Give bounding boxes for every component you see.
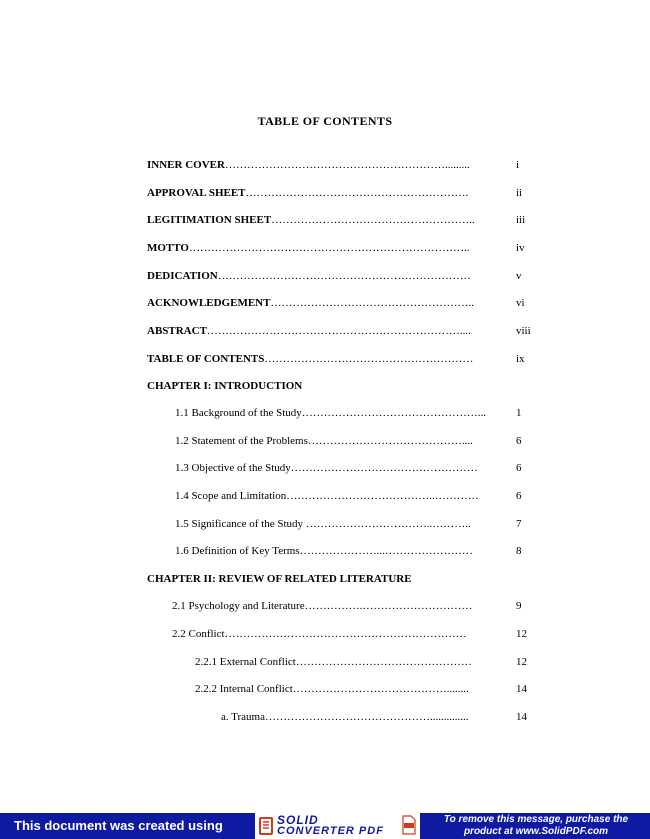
toc-entry bbox=[172, 598, 502, 614]
toc-entry-title: 1.4 Scope and Limitation bbox=[175, 490, 287, 502]
toc-entry bbox=[147, 268, 500, 284]
logo-text-converter: CONVERTER PDF bbox=[277, 825, 384, 837]
toc-page-number: iii bbox=[516, 214, 526, 226]
toc-entry bbox=[147, 212, 503, 228]
toc-page-number: 9 bbox=[516, 600, 522, 612]
toc-leader-dots: ………………………………………………………………….. bbox=[188, 242, 470, 254]
toc-leader-dots: …………………………………..………… bbox=[286, 490, 479, 502]
toc-leader-dots: …………….………………………… bbox=[304, 600, 473, 612]
toc-entry-title: ABSTRACT bbox=[147, 325, 207, 337]
toc-leader-dots: ………………………………………………………… bbox=[224, 628, 467, 640]
toc-entry bbox=[147, 323, 500, 339]
toc-leader-dots: …………………………………….... bbox=[307, 435, 473, 447]
toc-leader-dots: …………………………………………… bbox=[290, 462, 478, 474]
solid-converter-logo[interactable] bbox=[255, 813, 420, 839]
toc-page-number: 14 bbox=[516, 711, 527, 723]
toc-leader-dots: …………………………………………... bbox=[301, 407, 487, 419]
toc-leader-dots: …………………...…………………… bbox=[299, 545, 473, 557]
toc-page-number: 1 bbox=[516, 407, 522, 419]
banner-right-text-2 bbox=[426, 826, 646, 837]
toc-entry-title: 1.3 Objective of the Study bbox=[175, 462, 291, 474]
toc-entry-title: LEGITIMATION SHEET bbox=[147, 214, 272, 226]
toc-leader-dots: ………………………………………… bbox=[295, 656, 472, 668]
toc-page-number: ix bbox=[516, 353, 525, 365]
toc-entry-title: MOTTO bbox=[147, 242, 189, 254]
toc-entry bbox=[195, 681, 501, 697]
toc-entry bbox=[175, 488, 504, 504]
toc-leader-dots: …………………………………………………………… bbox=[217, 270, 471, 282]
toc-entry-title: 2.2.1 External Conflict bbox=[195, 656, 296, 668]
toc-entry-title: 2.2.2 Internal Conflict bbox=[195, 683, 293, 695]
toc-entry bbox=[221, 709, 501, 725]
toc-entry-title: CHAPTER I: INTRODUCTION bbox=[147, 380, 303, 392]
toc-entry-title: 1.1 Background of the Study bbox=[175, 407, 302, 419]
page-title: TABLE OF CONTENTS bbox=[257, 114, 393, 128]
toc-entry bbox=[147, 351, 503, 367]
toc-page-number: v bbox=[516, 270, 522, 282]
banner-left-text: This document was created using bbox=[14, 818, 223, 833]
banner-right-text-1: To remove this message, purchase the bbox=[443, 814, 629, 825]
toc-entry bbox=[147, 571, 477, 587]
toc-leader-dots: ……………………………………………………. bbox=[245, 187, 469, 199]
toc-entry bbox=[172, 626, 497, 642]
toc-page-number: i bbox=[516, 159, 520, 171]
toc-entry-title: 2.1 Psychology and Literature bbox=[172, 600, 305, 612]
toc-leader-dots: ……………………………………………….. bbox=[270, 297, 474, 309]
toc-page-number: ii bbox=[516, 187, 523, 199]
toc-entry bbox=[175, 405, 504, 421]
toc-page-number: 6 bbox=[516, 435, 522, 447]
toc-entry-title: DEDICATION bbox=[147, 270, 218, 282]
toc-entry bbox=[147, 240, 499, 256]
toc-page-number: 6 bbox=[516, 490, 522, 502]
toc-entry-title: 1.2 Statement of the Problems bbox=[175, 435, 308, 447]
toc-entry-title: APPROVAL SHEET bbox=[147, 187, 246, 199]
toc-entry-title: TABLE OF CONTENTS bbox=[147, 353, 265, 365]
toc-entry bbox=[147, 295, 502, 311]
toc-entry bbox=[147, 378, 467, 394]
toc-leader-dots: ……………………………………........ bbox=[292, 683, 469, 695]
toc-entry-title: 1.5 Significance of the Study bbox=[175, 518, 306, 530]
logo-text-solid: SOLID bbox=[277, 813, 319, 827]
toc-page-number: 7 bbox=[516, 518, 522, 530]
toc-page-number: 14 bbox=[516, 683, 527, 695]
banner-right-prefix: product at bbox=[463, 826, 516, 837]
toc-page-number: 6 bbox=[516, 462, 522, 474]
toc-entry-title: 2.2 Conflict bbox=[172, 628, 225, 640]
toc-entry-title: ACKNOWLEDGEMENT bbox=[147, 297, 271, 309]
toc-page-number: 12 bbox=[516, 656, 527, 668]
toc-leader-dots: …………………………………………………………….... bbox=[206, 325, 471, 337]
toc-page-number: iv bbox=[516, 242, 525, 254]
solidpdf-link[interactable]: www.SolidPDF.com bbox=[515, 826, 609, 837]
toc-entry-title: 1.6 Definition of Key Terms bbox=[175, 545, 300, 557]
toc-page-number: 12 bbox=[516, 628, 527, 640]
toc-entry bbox=[175, 460, 504, 476]
watermark-banner[interactable] bbox=[0, 813, 650, 839]
toc-page-number: viii bbox=[516, 325, 531, 337]
toc-entry bbox=[195, 654, 501, 670]
toc-entry bbox=[147, 185, 500, 201]
toc-leader-dots: ……………………………………….............. bbox=[265, 711, 469, 723]
toc-entry-title: INNER COVER bbox=[147, 159, 225, 171]
converter-logo-icon bbox=[258, 816, 274, 836]
toc-entry bbox=[175, 543, 504, 559]
toc-entry bbox=[175, 433, 503, 449]
toc-entry bbox=[147, 157, 499, 173]
pdf-file-icon bbox=[402, 815, 416, 835]
toc-leader-dots: ……………………………………………………......... bbox=[224, 159, 470, 171]
toc-leader-dots: ……………………………………………….. bbox=[271, 214, 475, 226]
toc-page-number: 8 bbox=[516, 545, 522, 557]
toc-page-number: vi bbox=[516, 297, 525, 309]
toc-entry bbox=[175, 516, 499, 532]
toc-entry-title: a. Trauma bbox=[221, 711, 265, 723]
toc-leader-dots: ………………………………………………… bbox=[264, 353, 474, 365]
toc-leader-dots: ……………………………..……….. bbox=[305, 518, 471, 530]
toc-entry-title: CHAPTER II: REVIEW OF RELATED LITERATURE bbox=[147, 573, 412, 585]
